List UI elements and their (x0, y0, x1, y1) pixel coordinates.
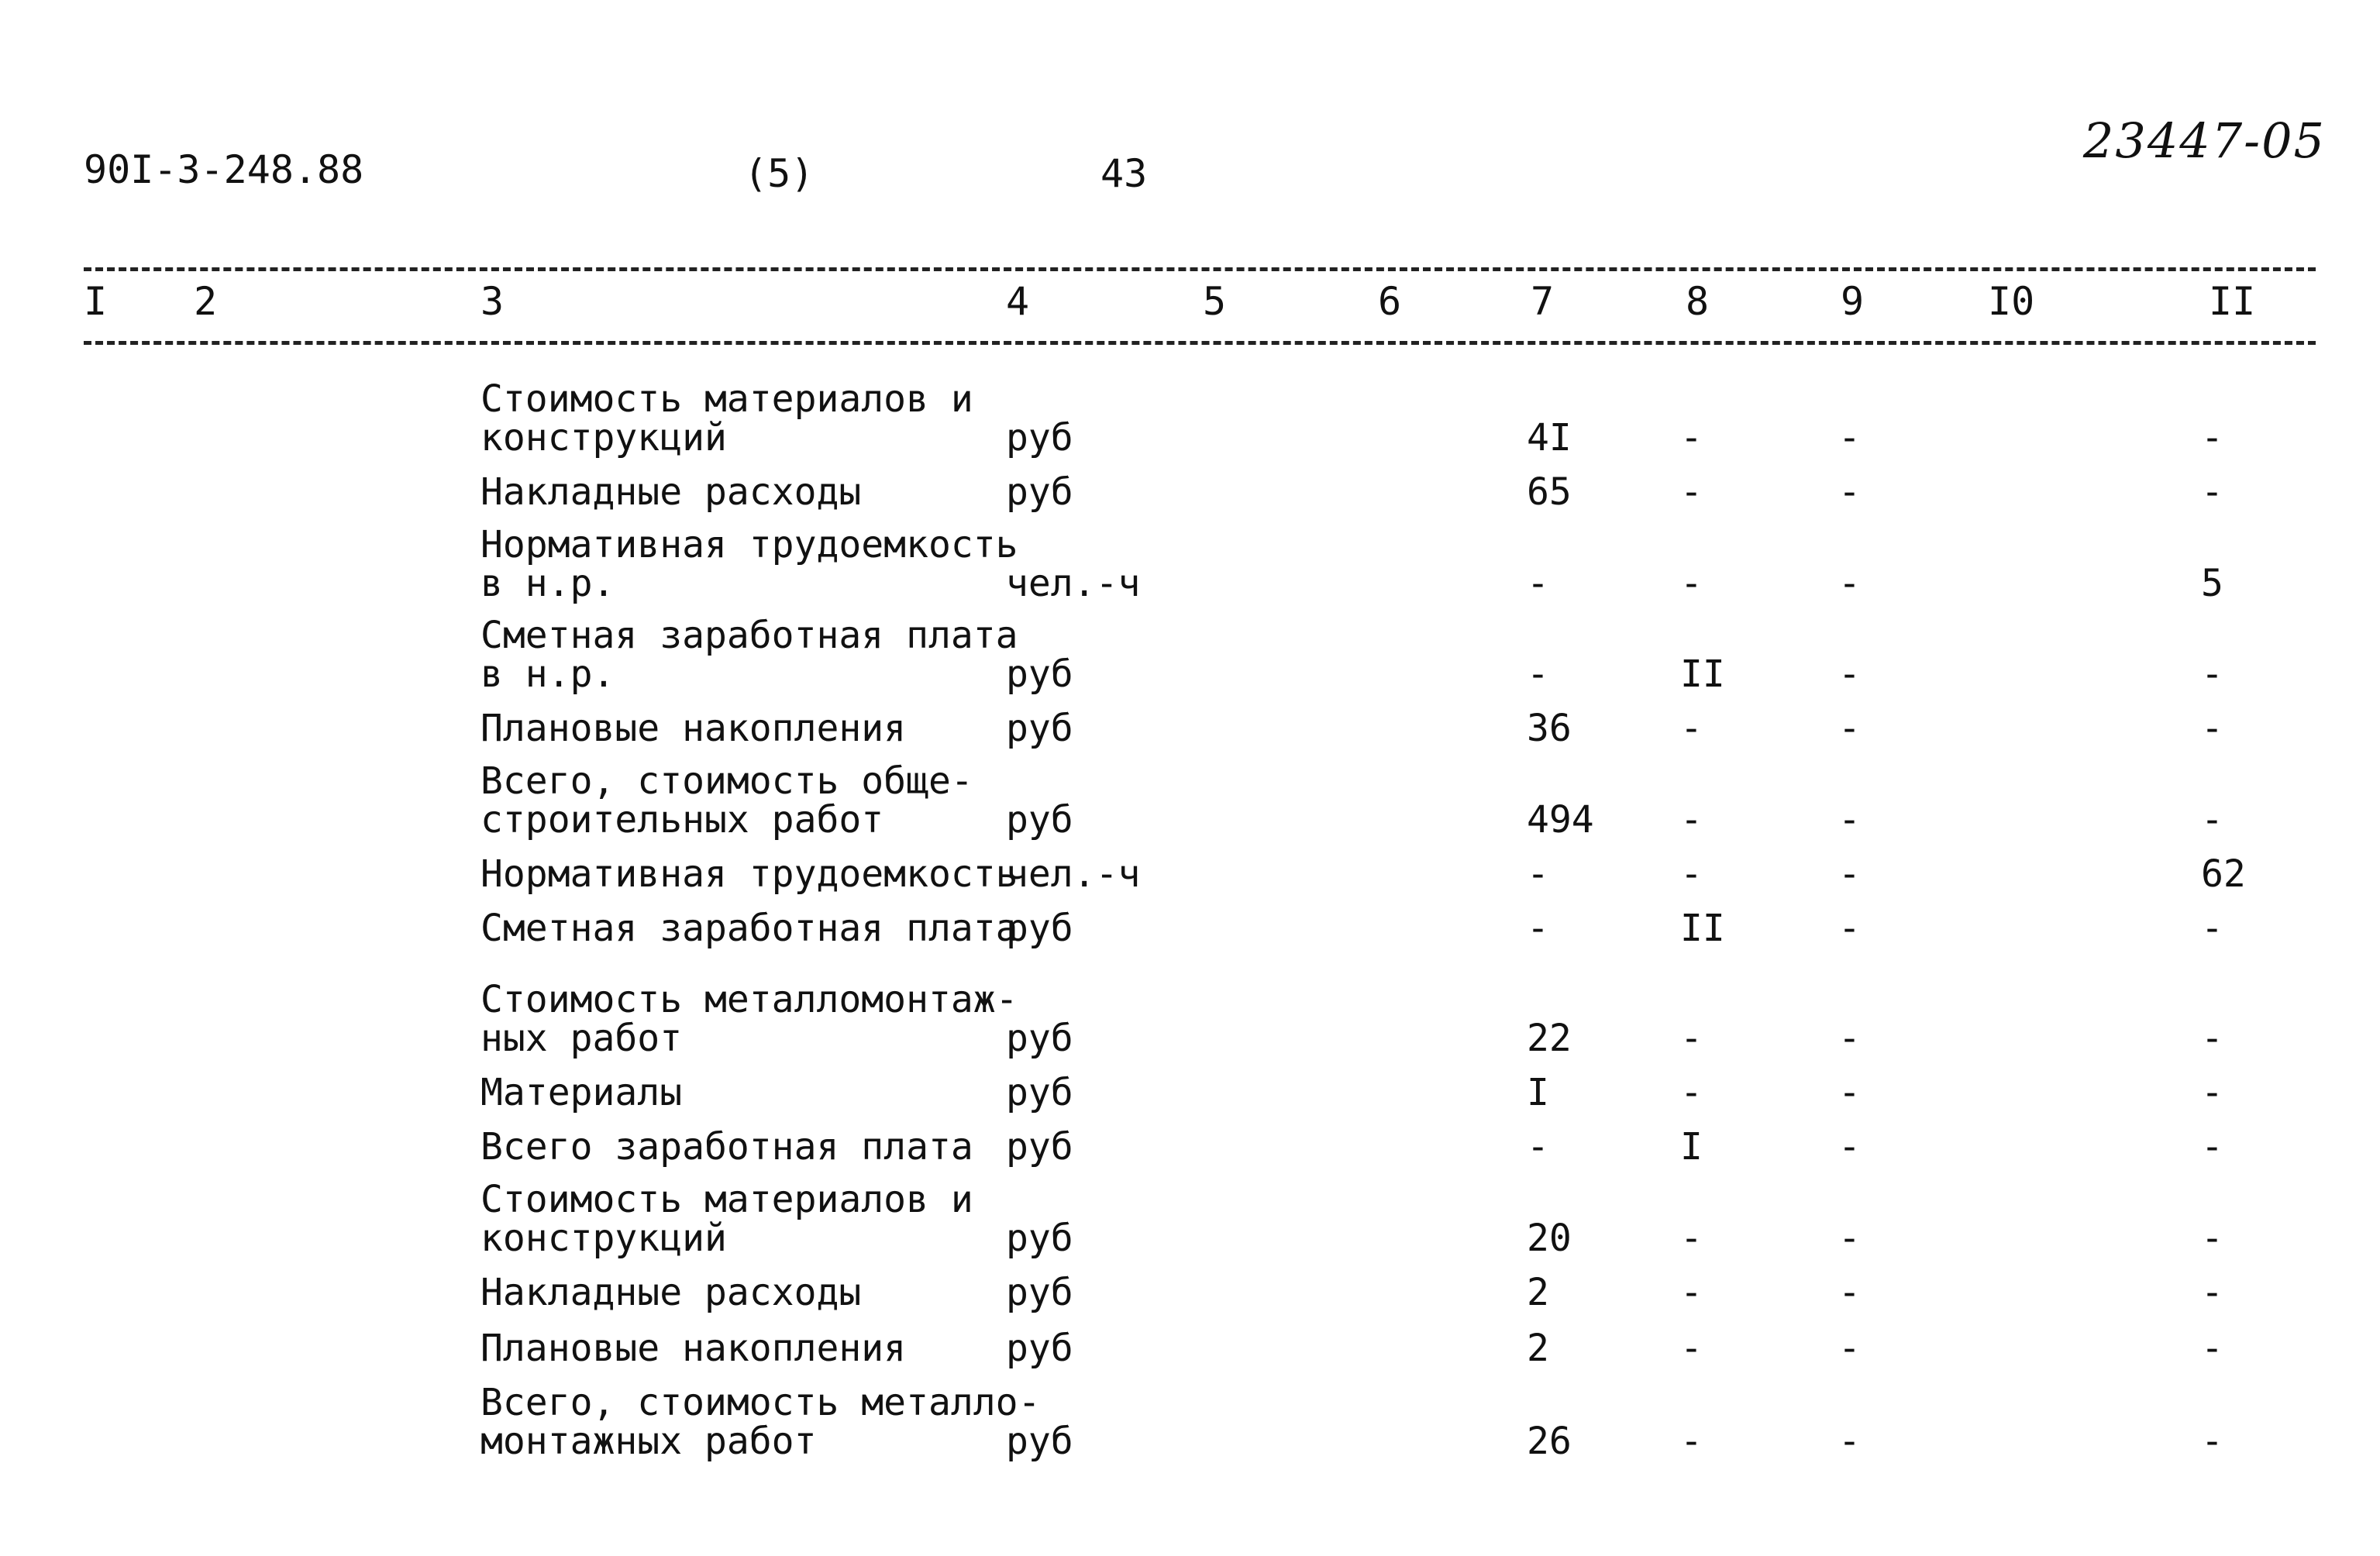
row-col8: - (1680, 1420, 1703, 1463)
row-col11: - (2201, 1071, 2223, 1114)
row-col11: - (2201, 707, 2223, 750)
row-col7: 2 (1527, 1271, 1549, 1314)
row-unit: руб (1006, 416, 1073, 460)
row-name: Всего, стоимость металло- монтажных работ (480, 1381, 1041, 1463)
row-col8: - (1680, 470, 1703, 514)
row-col8: II (1680, 652, 1725, 696)
row-name: Стоимость материалов и конструкций (480, 1178, 973, 1260)
row-col7: - (1527, 652, 1549, 696)
row-name: Сметная заработная плата (480, 907, 1018, 950)
table-header-top-rule (84, 267, 2316, 271)
row-col9: - (1838, 562, 1861, 605)
column-number-3: 3 (480, 279, 505, 324)
row-unit: руб (1006, 1271, 1073, 1314)
row-col11: - (2201, 1017, 2223, 1060)
row-col7: 20 (1527, 1217, 1572, 1260)
column-number-6: 6 (1378, 279, 1402, 324)
row-col8: - (1680, 1271, 1703, 1314)
row-col7: - (1527, 1125, 1549, 1169)
row-name: Накладные расходы (480, 470, 862, 514)
column-number-4: 4 (1006, 279, 1030, 324)
row-col8: - (1680, 1017, 1703, 1060)
row-col11: - (2201, 907, 2223, 950)
row-col9: - (1838, 416, 1861, 460)
row-col8: - (1680, 416, 1703, 460)
row-col8: - (1680, 562, 1703, 605)
column-number-11: II (2209, 279, 2256, 324)
row-col8: - (1680, 1217, 1703, 1260)
row-name: Сметная заработная плата в н.р. (480, 614, 1018, 696)
row-col8: - (1680, 852, 1703, 896)
row-col9: - (1838, 1271, 1861, 1314)
row-name: Всего заработная плата (480, 1125, 973, 1169)
row-col8: - (1680, 707, 1703, 750)
row-unit: руб (1006, 1071, 1073, 1114)
row-col11: - (2201, 416, 2223, 460)
column-number-9: 9 (1841, 279, 1865, 324)
row-unit: руб (1006, 1125, 1073, 1169)
row-col11: - (2201, 1217, 2223, 1260)
row-col9: - (1838, 652, 1861, 696)
row-col11: 5 (2201, 562, 2223, 605)
row-name: Накладные расходы (480, 1271, 862, 1314)
row-col7: 494 (1527, 798, 1594, 842)
row-col8: I (1680, 1125, 1703, 1169)
row-col9: - (1838, 1125, 1861, 1169)
row-col7: 22 (1527, 1017, 1572, 1060)
row-name: Материалы (480, 1071, 683, 1114)
row-unit: чел.-ч (1006, 852, 1141, 896)
row-col7: 26 (1527, 1420, 1572, 1463)
row-col9: - (1838, 1017, 1861, 1060)
row-col11: - (2201, 1420, 2223, 1463)
row-unit: руб (1006, 470, 1073, 514)
row-col7: - (1527, 852, 1549, 896)
row-unit: руб (1006, 1327, 1073, 1370)
row-col7: - (1527, 907, 1549, 950)
column-number-1: I (84, 279, 108, 324)
column-number-8: 8 (1686, 279, 1710, 324)
document-code: 90I-3-248.88 (84, 147, 364, 192)
column-number-5: 5 (1203, 279, 1227, 324)
row-name: Нормативная трудоемкость (480, 852, 1018, 896)
row-col9: - (1838, 907, 1861, 950)
sheet-number: (5) (744, 151, 815, 196)
column-number-7: 7 (1531, 279, 1555, 324)
row-unit: руб (1006, 798, 1073, 842)
row-col8: II (1680, 907, 1725, 950)
row-col9: - (1838, 707, 1861, 750)
row-col11: - (2201, 652, 2223, 696)
row-name: Стоимость материалов и конструкций (480, 377, 973, 460)
row-name: Всего, стоимость обще- строительных работ (480, 759, 973, 842)
row-col7: 36 (1527, 707, 1572, 750)
row-unit: чел.-ч (1006, 562, 1141, 605)
row-col11: - (2201, 470, 2223, 514)
row-unit: руб (1006, 1017, 1073, 1060)
row-col7: 2 (1527, 1327, 1549, 1370)
row-unit: руб (1006, 652, 1073, 696)
row-col7: - (1527, 562, 1549, 605)
row-col7: 4I (1527, 416, 1572, 460)
row-unit: руб (1006, 907, 1073, 950)
row-col9: - (1838, 1071, 1861, 1114)
row-col11: - (2201, 1125, 2223, 1169)
row-col9: - (1838, 1217, 1861, 1260)
archive-number: 23447-05 (2082, 112, 2326, 169)
column-number-10: I0 (1988, 279, 2035, 324)
row-col7: I (1527, 1071, 1549, 1114)
row-col8: - (1680, 1071, 1703, 1114)
row-col9: - (1838, 852, 1861, 896)
row-col11: - (2201, 798, 2223, 842)
row-name: Нормативная трудоемкость в н.р. (480, 523, 1018, 605)
row-col9: - (1838, 1420, 1861, 1463)
row-col8: - (1680, 1327, 1703, 1370)
row-col11: - (2201, 1271, 2223, 1314)
row-name: Плановые накопления (480, 1327, 907, 1370)
row-col11: - (2201, 1327, 2223, 1370)
row-col8: - (1680, 798, 1703, 842)
row-col7: 65 (1527, 470, 1572, 514)
row-unit: руб (1006, 1217, 1073, 1260)
row-col9: - (1838, 470, 1861, 514)
row-unit: руб (1006, 1420, 1073, 1463)
page-number: 43 (1100, 151, 1148, 196)
row-col9: - (1838, 1327, 1861, 1370)
row-name: Стоимость металломонтаж- ных работ (480, 978, 1018, 1060)
row-col11: 62 (2201, 852, 2246, 896)
column-number-2: 2 (194, 279, 218, 324)
row-unit: руб (1006, 707, 1073, 750)
row-col9: - (1838, 798, 1861, 842)
table-header-bottom-rule (84, 341, 2316, 345)
row-name: Плановые накопления (480, 707, 907, 750)
